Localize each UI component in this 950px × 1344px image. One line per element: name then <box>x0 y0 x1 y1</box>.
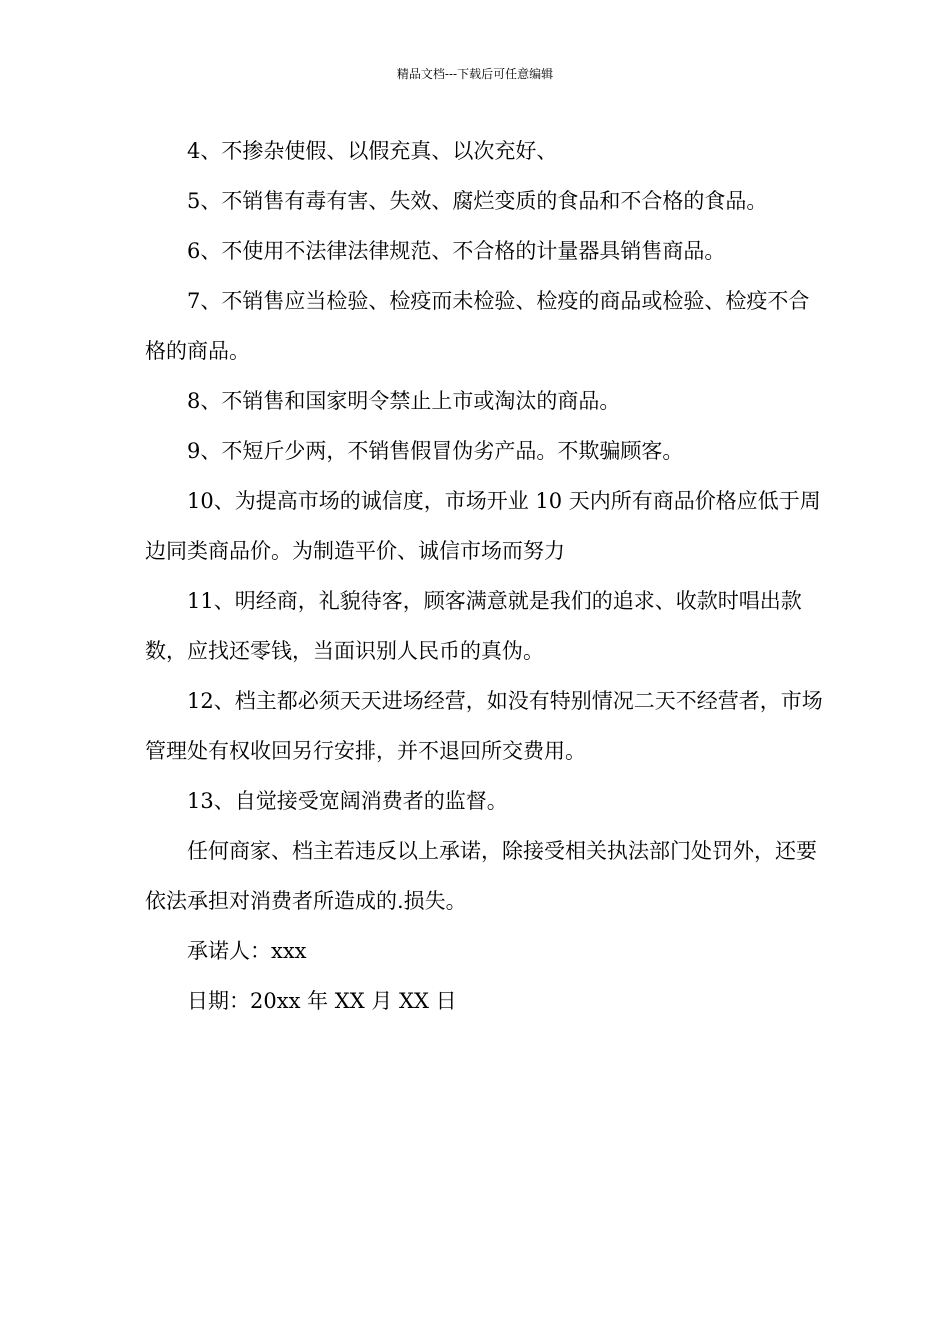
clause-12: 12、档主都必须天天进场经营，如没有特别情况二天不经营者，市场管理处有权收回另行安排，并不退回所交费用。 <box>145 689 823 763</box>
clause-5: 5、不销售有毒有害、失效、腐烂变质的食品和不合格的食品。 <box>187 189 768 213</box>
date-line: 日期：20xx 年 XX 月 XX 日 <box>187 989 457 1013</box>
clause-9: 9、不短斤少两，不销售假冒伪劣产品。不欺骗顾客。 <box>187 439 684 463</box>
clause-8: 8、不销售和国家明令禁止上市或淘汰的商品。 <box>187 389 621 413</box>
signer-line: 承诺人：xxx <box>187 939 307 963</box>
violation-statement: 任何商家、档主若违反以上承诺，除接受相关执法部门处罚外，还要依法承担对消费者所造成的.损失。 <box>145 839 817 913</box>
page-header: 精品文档---下载后可任意编辑 <box>396 67 554 81</box>
clause-6: 6、不使用不法律法律规范、不合格的计量器具销售商品。 <box>187 239 726 263</box>
clause-7: 7、不销售应当检验、检疫而未检验、检疫的商品或检验、检疫不合格的商品。 <box>145 289 810 363</box>
clause-11: 11、明经商，礼貌待客，顾客满意就是我们的追求、收款时唱出款数，应找还零钱，当面识别人民币的真伪。 <box>145 589 802 663</box>
clause-10: 10、为提高市场的诚信度，市场开业 10 天内所有商品价格应低于周边同类商品价。为制造平价、诚信市场而努力 <box>145 489 821 563</box>
clause-13: 13、自觉接受宽阔消费者的监督。 <box>187 789 508 813</box>
document-body <box>145 126 825 1026</box>
clause-4: 4、不掺杂使假、以假充真、以次充好、 <box>187 139 558 163</box>
